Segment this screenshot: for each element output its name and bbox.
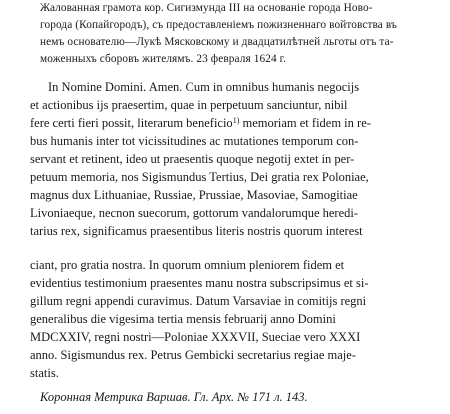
paragraph1-line-7: magnus dux Lithuaniae, Russiae, Prussiae, Masoviae, Samogitiae <box>30 188 358 202</box>
paragraph2-line-3: gillum regni appendi curavimus. Datum Varsaviae in comitijs regni <box>30 294 367 308</box>
archive-source-line: Коронная Метрика Варшав. Гл. Арх. № 171 л. 143. <box>40 390 308 404</box>
paragraph2-line-7: statis. <box>30 366 59 380</box>
paragraph2-line-1: ciant, pro gratia nostra. In quorum omnium pleniorem fidem et <box>30 258 345 272</box>
paragraph1-line-1: In Nomine Domini. Amen. Cum in omnibus humanis negocijs <box>48 80 360 94</box>
header-line-2: города (Копайгородъ), съ предоставленіемъ пожизненнаго войтовства въ <box>40 19 397 31</box>
paragraph2-line-2: evidentius testimonium praesentes manu nostra subscripsimus et si- <box>30 276 369 290</box>
paragraph1-line-9: tarius rex, significamus praesentibus literis nostris quorum interest <box>30 224 363 238</box>
paragraph1-line-5: servant et retinent, ideo ut praesentis quoque negotij extet in per- <box>30 152 355 166</box>
paragraph2-line-5: MDCXXIV, regni nostri—Poloniae XXXVII, Sueciae vero XXXI <box>30 330 361 344</box>
footnote-mark: 1) <box>232 116 240 125</box>
paragraph1-line-4: bus humanis inter tot vicissitudines ac mutationes temporum con- <box>30 134 359 148</box>
paragraph1-line-3 <box>30 116 371 131</box>
header-line-1: Жалованная грамота кор. Сигизмунда III на основаніе города Ново- <box>40 2 373 14</box>
header-line-3: немъ основателю—Лукѣ Мясковскому и двадцатилѣтней льготы отъ та- <box>40 36 394 48</box>
paragraph2-line-6: anno. Sigismundus rex. Petrus Gembicki secretarius regiae maje- <box>30 348 356 362</box>
paragraph1-line-6: petuum memoria, nos Sigismundus Tertius, Dei gratia rex Poloniae, <box>30 170 369 184</box>
paragraph2-line-4: generalibus die vigesima tertia mensis februarij anno Domini <box>30 312 336 326</box>
header-line-4: моженныхъ сборовъ жителямъ. 23 февраля 1624 г. <box>40 53 286 65</box>
paragraph1-line-3-end: memoriam et fidem in re- <box>242 116 371 130</box>
paragraph1-line-8: Livoniaeque, necnon suecorum, gottorum vandalorumque heredi- <box>30 206 359 220</box>
paragraph1-line-3-start: fere certi fieri possit, literarum beneficio <box>30 116 233 130</box>
paragraph1-line-2: et actionibus ijs praesertim, quae in perpetuum sanciuntur, nibil <box>30 98 348 112</box>
